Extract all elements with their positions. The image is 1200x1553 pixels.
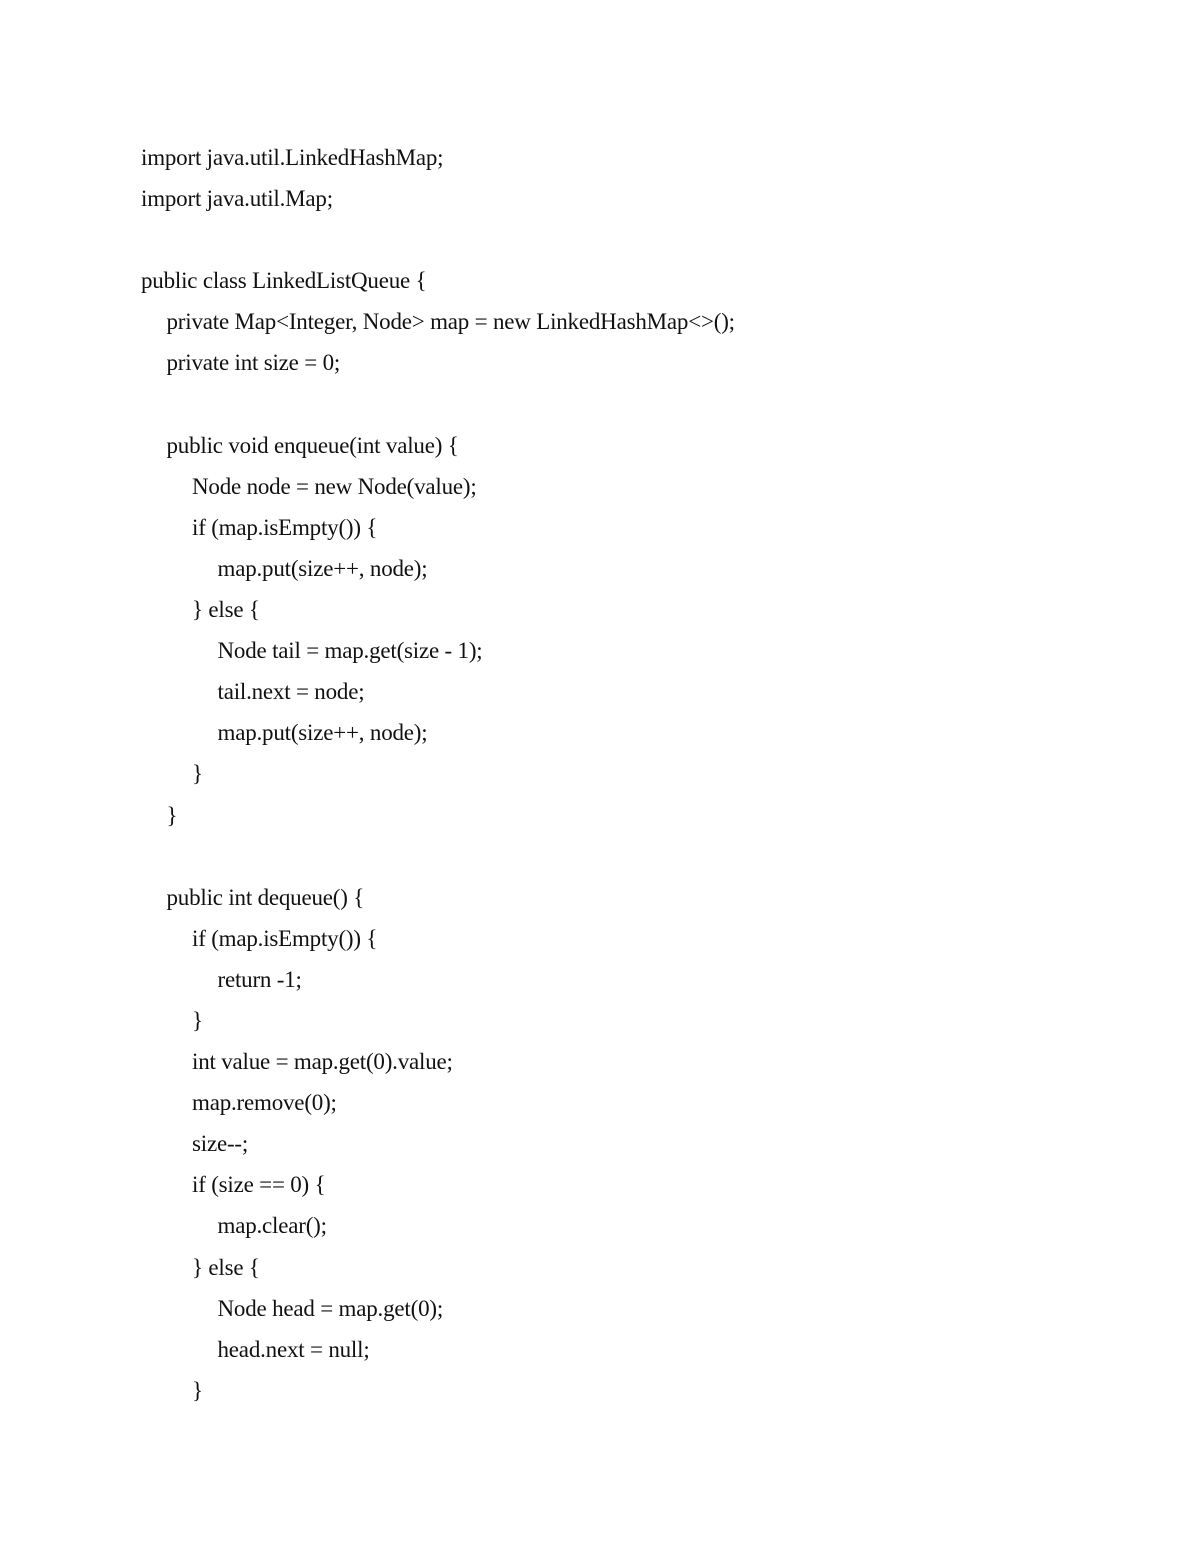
code-line: Node node = new Node(value); [192, 473, 477, 499]
code-line: Node tail = map.get(size - 1); [217, 638, 483, 664]
code-line: map.put(size++, node); [217, 555, 428, 581]
code-listing [141, 137, 1141, 1411]
code-line: if (size == 0) { [192, 1172, 326, 1198]
code-line: size--; [192, 1131, 249, 1157]
code-line: } [192, 1007, 203, 1033]
code-line: Node head = map.get(0); [217, 1295, 444, 1321]
code-line: } else { [192, 597, 260, 623]
blank-line [141, 384, 1141, 425]
code-line: import java.util.LinkedHashMap; [141, 145, 444, 170]
code-line: return -1; [217, 966, 302, 992]
code-line: } [192, 1377, 203, 1403]
code-line: } else { [192, 1254, 260, 1280]
blank-line [141, 219, 1141, 260]
code-line: private int size = 0; [166, 350, 341, 376]
code-line: private Map<Integer, Node> map = new LinkedHashMap<>(); [166, 309, 735, 335]
code-line: head.next = null; [217, 1336, 370, 1362]
code-line: import java.util.Map; [141, 186, 333, 212]
code-line: map.put(size++, node); [217, 720, 428, 746]
code-line: map.remove(0); [192, 1090, 337, 1116]
code-line: public int dequeue() { [166, 884, 365, 910]
code-line: if (map.isEmpty()) { [192, 925, 378, 951]
code-line: } [192, 761, 203, 787]
code-line: if (map.isEmpty()) { [192, 514, 378, 540]
code-line: int value = map.get(0).value; [192, 1049, 453, 1075]
code-line: } [166, 802, 178, 828]
code-line: map.clear(); [217, 1213, 327, 1239]
blank-line [141, 836, 1141, 877]
code-line: public class LinkedListQueue { [141, 268, 427, 294]
code-line: tail.next = node; [217, 679, 365, 705]
code-line: public void enqueue(int value) { [166, 432, 459, 458]
